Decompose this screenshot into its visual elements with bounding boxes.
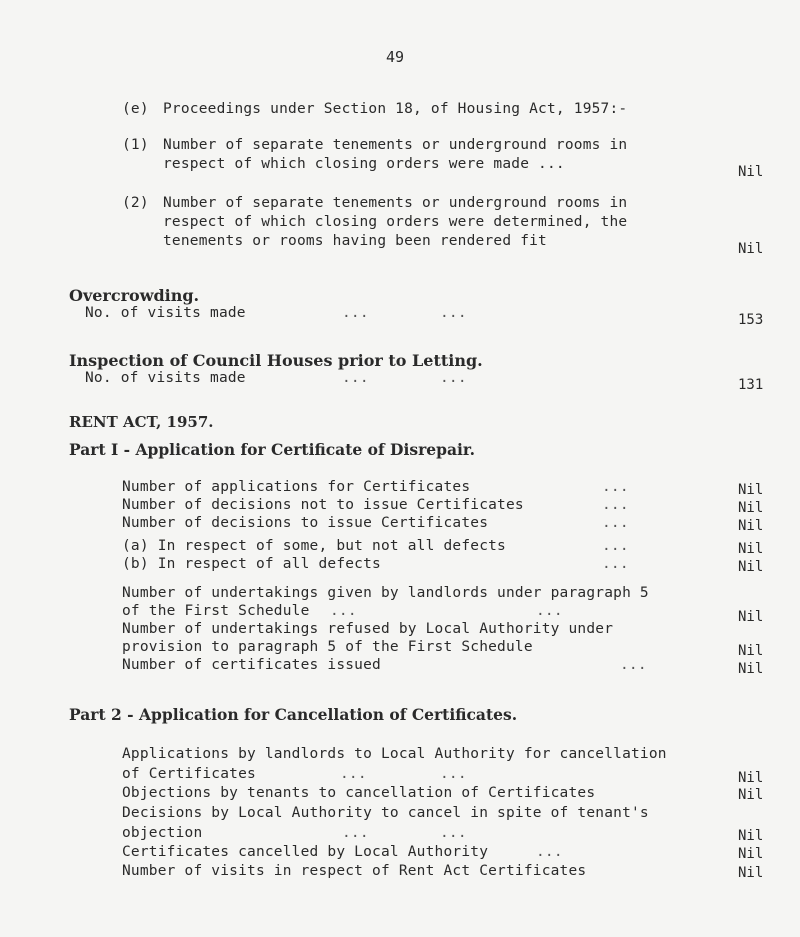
item1-line2: respect of which closing orders were made ... [163, 156, 565, 172]
part1-row-2-value: Nil [738, 500, 764, 516]
part1-row-5-text: (b) In respect of all defects [122, 556, 381, 572]
part1-row-5-leader: ... [602, 556, 629, 572]
part1-row-4-text: (a) In respect of some, but not all defects [122, 538, 506, 554]
decisions-value: Nil [738, 828, 764, 844]
inspection-leader-2: ... [440, 370, 467, 386]
inspection-leader-1: ... [342, 370, 369, 386]
decisions-line2: objection [122, 825, 203, 841]
applications-value: Nil [738, 770, 764, 786]
cancelled-leader: ... [536, 844, 563, 860]
part1-row-3-value: Nil [738, 518, 764, 534]
decisions-leader-1: ... [342, 825, 369, 841]
part1-row-1-value: Nil [738, 482, 764, 498]
part1-row-2-text: Number of decisions not to issue Certificates [122, 497, 524, 513]
item1-marker: (1) [122, 137, 149, 153]
undertakings-refused-line1: Number of undertakings refused by Local Authority under [122, 621, 614, 637]
rent-act-heading: RENT ACT, 1957. [69, 413, 214, 431]
undertakings-refused-value: Nil [738, 643, 764, 659]
applications-line1: Applications by landlords to Local Authority for cancellation [122, 746, 667, 762]
certificates-issued-leader: ... [620, 657, 647, 673]
undertakings-given-leader-2: ... [536, 603, 563, 619]
objections-value: Nil [738, 787, 764, 803]
visits-text: Number of visits in respect of Rent Act Certificates [122, 863, 587, 879]
item2-line3: tenements or rooms having been rendered fit [163, 233, 547, 249]
part1-row-4-value: Nil [738, 541, 764, 557]
part1-row-1-leader: ... [602, 479, 629, 495]
decisions-leader-2: ... [440, 825, 467, 841]
applications-leader-1: ... [340, 766, 367, 782]
part1-row-2-leader: ... [602, 497, 629, 513]
page-number: 49 [386, 48, 405, 66]
cancelled-value: Nil [738, 846, 764, 862]
visits-value: Nil [738, 865, 764, 881]
certificates-issued-text: Number of certificates issued [122, 657, 381, 673]
part1-row-3-leader: ... [602, 515, 629, 531]
part1-row-5-value: Nil [738, 559, 764, 575]
undertakings-given-leader-1: ... [330, 603, 357, 619]
item1-value: Nil [738, 164, 764, 180]
overcrowding-leader-2: ... [440, 305, 467, 321]
decisions-line1: Decisions by Local Authority to cancel in spite of tenant's [122, 805, 649, 821]
undertakings-given-line2: of the First Schedule [122, 603, 310, 619]
overcrowding-label: No. of visits made [85, 305, 246, 321]
part1-row-4-leader: ... [602, 538, 629, 554]
overcrowding-value: 153 [738, 312, 764, 328]
objections-text: Objections by tenants to cancellation of Certificates [122, 785, 596, 801]
part1-row-1-text: Number of applications for Certificates [122, 479, 471, 495]
section-18-intro-marker: (e) [122, 101, 149, 117]
applications-line2: of Certificates [122, 766, 256, 782]
item2-marker: (2) [122, 195, 149, 211]
inspection-value: 131 [738, 377, 764, 393]
part2-heading: Part 2 - Application for Cancellation of Certificates. [69, 705, 518, 724]
item1-line1: Number of separate tenements or underground rooms in [163, 137, 628, 153]
undertakings-refused-line2: provision to paragraph 5 of the First Schedule [122, 639, 533, 655]
undertakings-given-line1: Number of undertakings given by landlords under paragraph 5 [122, 585, 649, 601]
section-18-intro-text: Proceedings under Section 18, of Housing Act, 1957:- [163, 101, 628, 117]
item2-value: Nil [738, 241, 764, 257]
overcrowding-leader-1: ... [342, 305, 369, 321]
part1-row-3-text: Number of decisions to issue Certificates [122, 515, 489, 531]
applications-leader-2: ... [440, 766, 467, 782]
inspection-label: No. of visits made [85, 370, 246, 386]
item2-line1: Number of separate tenements or underground rooms in [163, 195, 628, 211]
undertakings-given-value: Nil [738, 609, 764, 625]
item2-line2: respect of which closing orders were determined, the [163, 214, 628, 230]
part1-heading: Part I - Application for Certificate of Disrepair. [69, 440, 476, 459]
certificates-issued-value: Nil [738, 661, 764, 677]
overcrowding-heading: Overcrowding. [69, 286, 200, 305]
cancelled-text: Certificates cancelled by Local Authority [122, 844, 489, 860]
inspection-heading: Inspection of Council Houses prior to Letting. [69, 351, 483, 370]
